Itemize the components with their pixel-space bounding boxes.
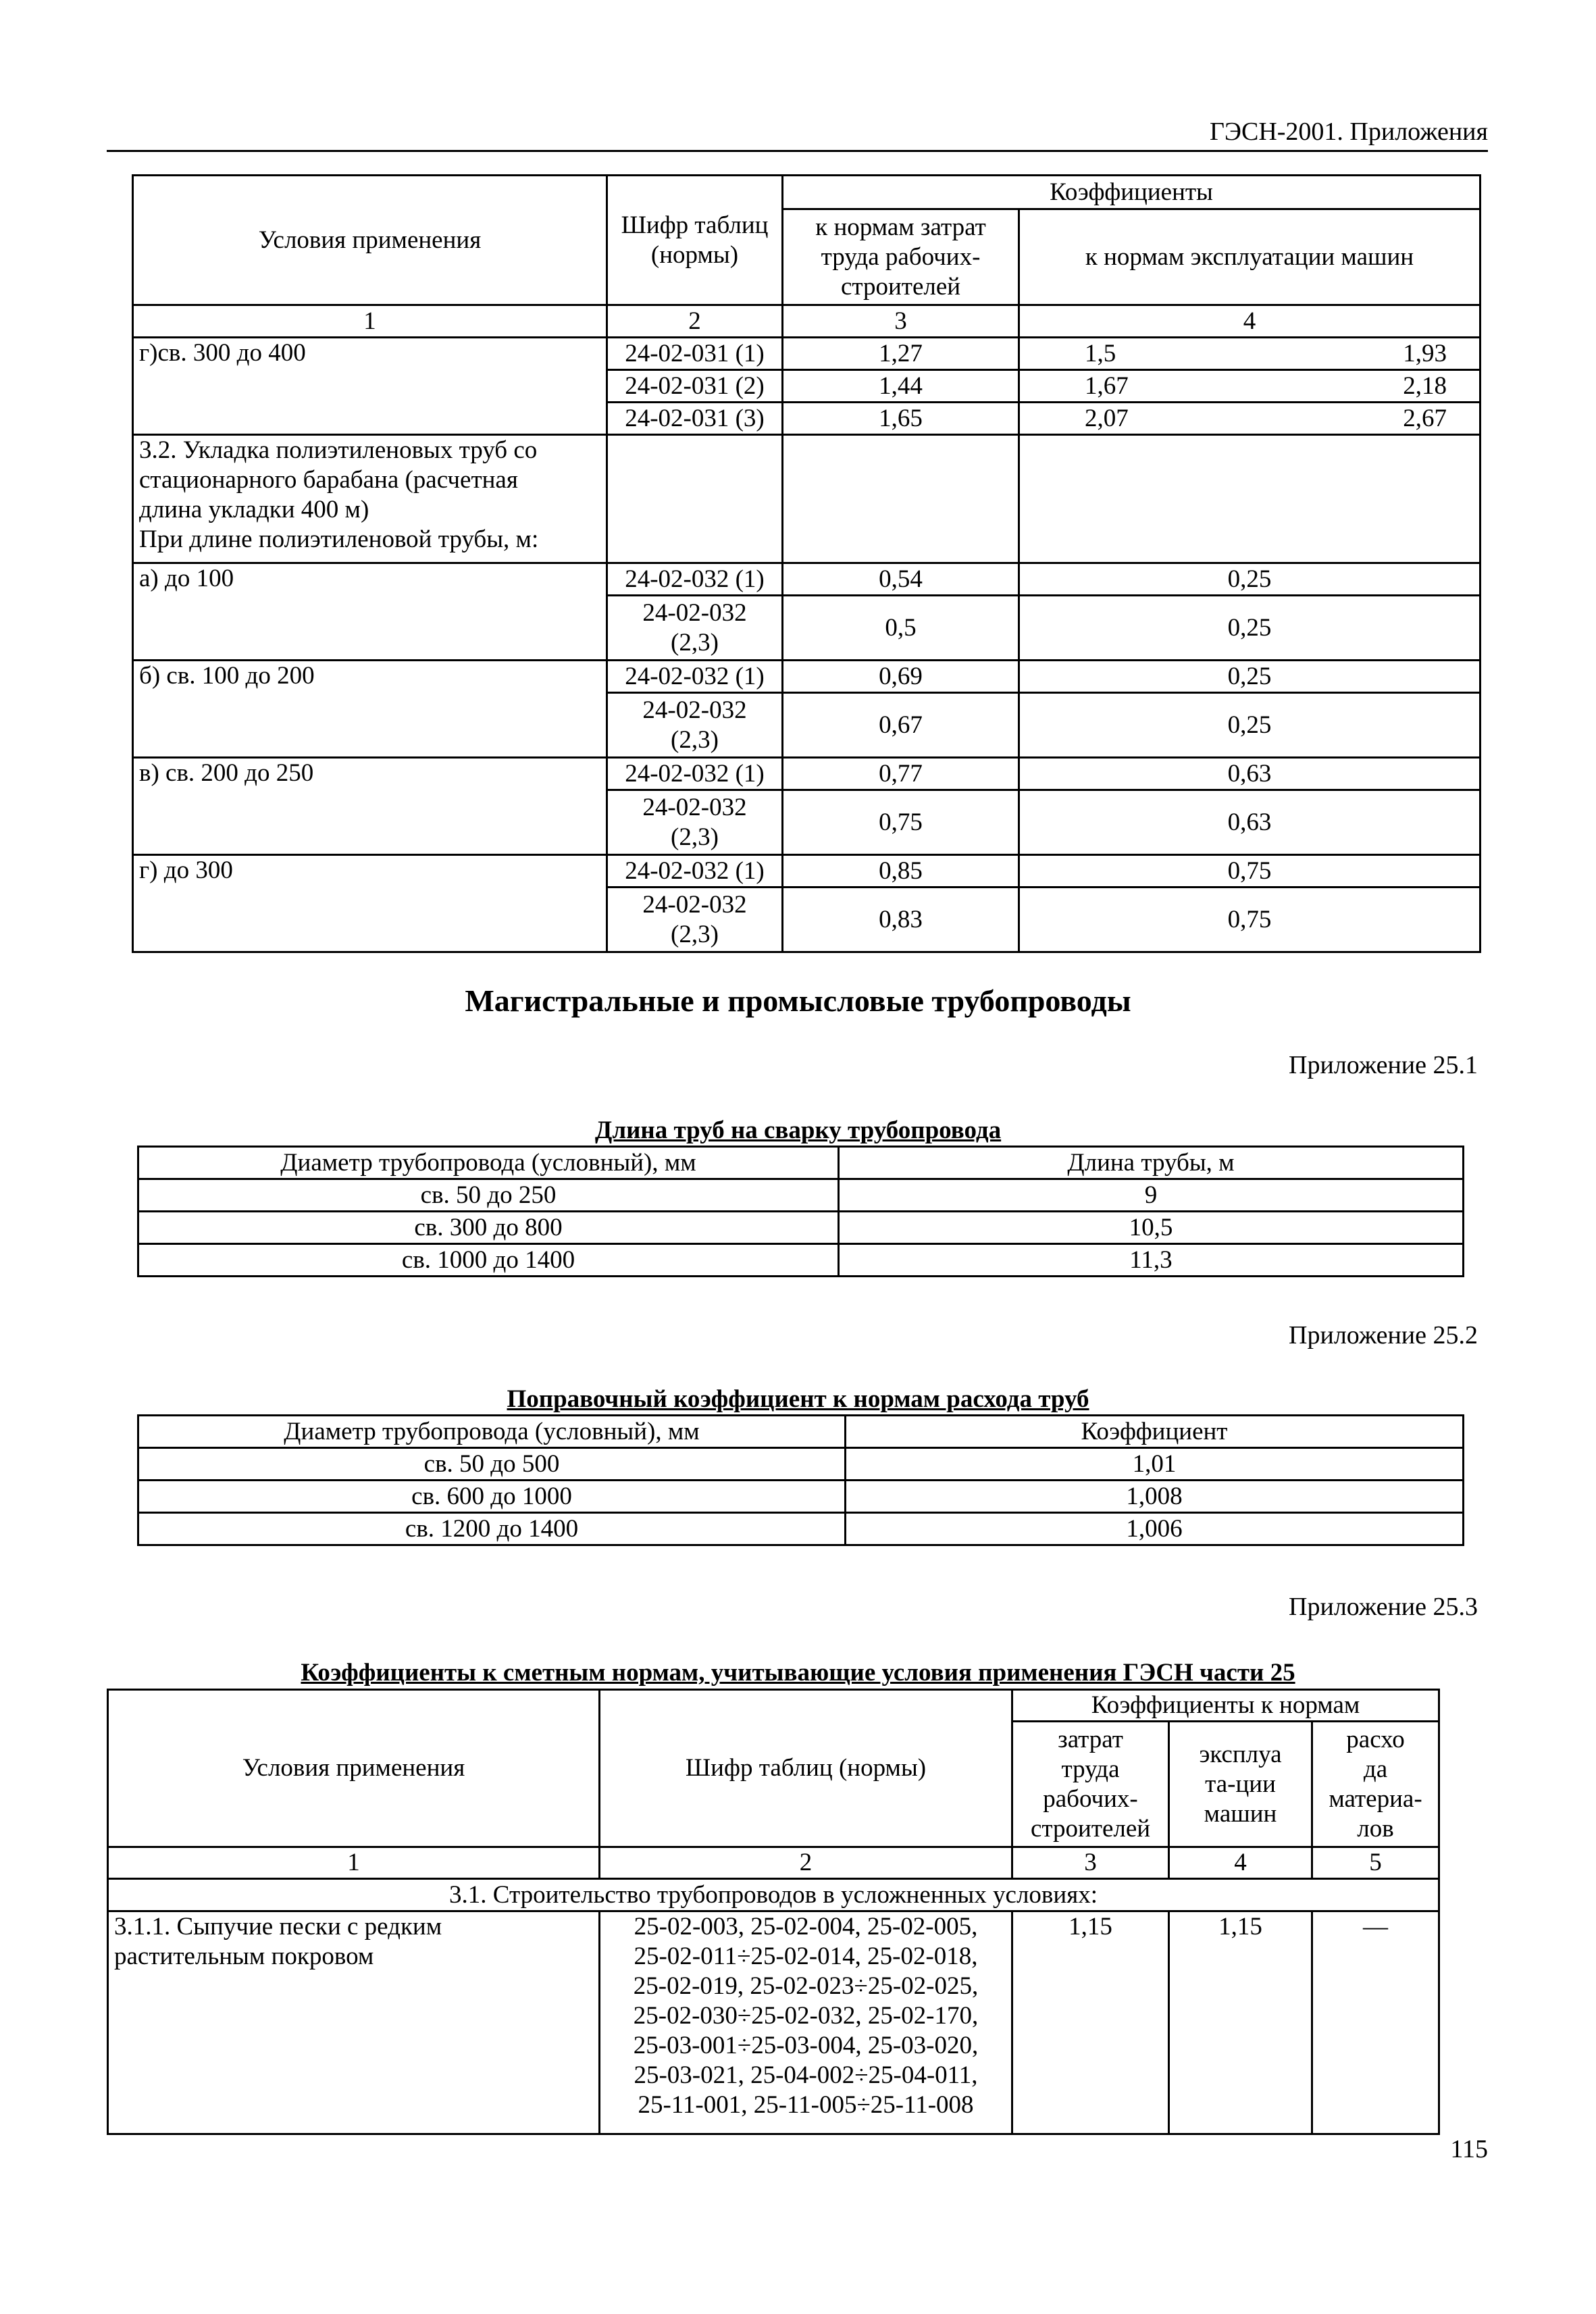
appendix-25-3-label: Приложение 25.3 [1289,1593,1478,1621]
machines-cell: 0,63 [1019,790,1481,855]
code-cell: 24-02-032 (1) [607,661,783,693]
machines-cell: 0,25 [1019,661,1481,693]
section-row: 3.1. Строительство трубопроводов в усложненных условиях: [108,1879,1439,1911]
code-cell: 24-02-031 (2) [607,370,783,403]
section-3-2-text [133,435,607,563]
machines-cell [1019,403,1481,435]
labor-cell: 1,27 [783,338,1019,370]
condition-line: 3.1.1. Сыпучие пески с редким [114,1913,442,1940]
header-line: та-ции [1205,1770,1276,1798]
materials-cell: — [1312,1911,1439,2134]
header-labor [1012,1722,1169,1847]
running-title: ГЭСН-2001. Приложения [1209,118,1488,146]
code-line: (2,3) [671,725,719,754]
code-line: 25-03-021, 25-04-002÷25-04-011, [634,2061,978,2089]
code-line: (2,3) [671,628,719,657]
page-number: 115 [1450,2135,1488,2163]
code-cell: 24-02-032 (1) [607,563,783,596]
empty-cell [607,435,783,563]
header-conditions: Условия применения [133,176,607,305]
header-line: эксплуа [1199,1740,1282,1768]
empty-cell [783,435,1019,563]
header-coefficient: Коэффициент [846,1416,1464,1448]
section-line: 3.2. Укладка полиэтиленовых труб со [139,436,538,464]
section-line: длина укладки 400 м) [139,496,369,523]
header-coefficients: Коэффициенты к нормам [1012,1690,1439,1722]
appendix-25-1-caption: Длина труб на сварку трубопровода [594,1116,1002,1144]
labor-cell: 1,15 [1012,1911,1169,2134]
header-materials [1312,1722,1439,1847]
machines-value-b: 2,67 [1403,404,1447,432]
condition-cell: в) св. 200 до 250 [133,758,607,855]
coefficient-cell: 1,01 [846,1448,1464,1481]
condition-cell [108,1911,600,2134]
appendix-25-2-label: Приложение 25.2 [1289,1321,1478,1349]
diameter-cell: св. 300 до 800 [138,1212,839,1244]
labor-cell: 0,83 [783,888,1019,952]
code-line: 25-11-001, 25-11-005÷25-11-008 [638,2091,974,2119]
machines-value-a: 2,07 [1085,404,1129,432]
labor-cell: 0,5 [783,596,1019,661]
condition-cell: а) до 100 [133,563,607,661]
code-cell [607,888,783,952]
machines-cell: 0,25 [1019,563,1481,596]
machines-value-b: 1,93 [1403,339,1447,367]
header-diameter: Диаметр трубопровода (условный), мм [138,1147,839,1179]
header-line: рабочих- [1043,1784,1138,1813]
diameter-cell: св. 1200 до 1400 [138,1513,846,1545]
labor-cell: 0,85 [783,855,1019,888]
length-cell: 10,5 [839,1212,1464,1244]
code-cell [600,1911,1012,2134]
machines-value-b: 2,18 [1403,371,1447,400]
pipe-length-table [137,1146,1464,1277]
coefficients-table-24 [132,174,1481,953]
labor-cell: 0,67 [783,693,1019,758]
coefficient-cell: 1,006 [846,1513,1464,1545]
header-line: машин [1204,1799,1277,1828]
section-line: стационарного барабана (расчетная [139,466,518,494]
empty-cell [1019,435,1481,563]
machines-cell [1019,338,1481,370]
col-number-1: 1 [108,1847,600,1879]
machines-cell: 0,25 [1019,596,1481,661]
machines-cell: 1,15 [1169,1911,1312,2134]
condition-cell: г)св. 300 до 400 [133,338,607,435]
machines-cell [1019,370,1481,403]
code-line: 24-02-032 [642,598,747,627]
col-number-3: 3 [1012,1847,1169,1879]
appendix-25-2-caption: Поправочный коэффициент к нормам расхода труб [507,1385,1089,1413]
code-line: (2,3) [671,920,719,948]
code-line: 24-02-032 [642,890,747,919]
header-line: затрат [1058,1725,1123,1753]
coefficients-table-25 [107,1689,1440,2135]
code-line: 25-02-030÷25-02-032, 25-02-170, [633,2002,979,2030]
header-machines [1169,1722,1312,1847]
machines-cell: 0,63 [1019,758,1481,790]
header-line: лов [1357,1814,1394,1843]
length-cell: 11,3 [839,1244,1464,1277]
code-line: 25-02-011÷25-02-014, 25-02-018, [634,1943,978,1970]
code-cell [607,693,783,758]
col-number-4: 4 [1169,1847,1312,1879]
header-diameter: Диаметр трубопровода (условный), мм [138,1416,846,1448]
section-heading: Магистральные и промысловые трубопроводы [465,983,1131,1018]
code-line: 25-02-003, 25-02-004, 25-02-005, [634,1913,978,1940]
machines-value-a: 1,67 [1085,371,1129,400]
header-line: материа- [1329,1784,1422,1813]
code-line: 24-02-032 [642,793,747,821]
machines-cell: 0,25 [1019,693,1481,758]
header-conditions: Условия применения [108,1690,600,1847]
machines-cell: 0,75 [1019,888,1481,952]
condition-line: растительным покровом [114,1943,374,1970]
col-number-1: 1 [133,305,607,338]
header-coefficients: Коэффициенты [783,176,1481,209]
header-code: Шифр таблиц (нормы) [607,176,783,305]
diameter-cell: св. 600 до 1000 [138,1481,846,1513]
header-code: Шифр таблиц (нормы) [600,1690,1012,1847]
col-number-5: 5 [1312,1847,1439,1879]
col-number-3: 3 [783,305,1019,338]
code-line: (2,3) [671,823,719,851]
diameter-cell: св. 50 до 500 [138,1448,846,1481]
header-line: труда [1061,1755,1120,1783]
code-cell [607,790,783,855]
correction-coefficient-table [137,1414,1464,1546]
machines-value-a: 1,5 [1085,339,1116,367]
diameter-cell: св. 50 до 250 [138,1179,839,1212]
code-cell: 24-02-032 (1) [607,758,783,790]
condition-cell: г) до 300 [133,855,607,952]
coefficient-cell: 1,008 [846,1481,1464,1513]
appendix-25-3-caption: Коэффициенты к сметным нормам, учитывающие условия применения ГЭСН части 25 [301,1659,1295,1687]
header-line: да [1363,1755,1388,1783]
labor-cell: 1,65 [783,403,1019,435]
labor-cell: 0,75 [783,790,1019,855]
header-line: строителей [1030,1814,1151,1843]
labor-cell: 1,44 [783,370,1019,403]
code-cell: 24-02-031 (3) [607,403,783,435]
code-cell [607,596,783,661]
section-line: При длине полиэтиленовой трубы, м: [139,525,539,553]
header-length: Длина трубы, м [839,1147,1464,1179]
code-line: 24-02-032 [642,696,747,724]
code-cell: 24-02-032 (1) [607,855,783,888]
labor-cell: 0,54 [783,563,1019,596]
code-cell: 24-02-031 (1) [607,338,783,370]
col-number-2: 2 [607,305,783,338]
header-machines: к нормам эксплуатации машин [1019,209,1481,305]
length-cell: 9 [839,1179,1464,1212]
machines-cell: 0,75 [1019,855,1481,888]
col-number-2: 2 [600,1847,1012,1879]
header-labor: к нормам затрат труда рабочих-строителей [783,209,1019,305]
header-line: расхо [1346,1725,1405,1753]
labor-cell: 0,69 [783,661,1019,693]
appendix-25-1-label: Приложение 25.1 [1289,1051,1478,1079]
diameter-cell: св. 1000 до 1400 [138,1244,839,1277]
code-line: 25-03-001÷25-03-004, 25-03-020, [633,2032,979,2059]
running-header [107,113,1488,152]
labor-cell: 0,77 [783,758,1019,790]
col-number-4: 4 [1019,305,1481,338]
condition-cell: б) св. 100 до 200 [133,661,607,758]
code-line: 25-02-019, 25-02-023÷25-02-025, [633,1972,979,2000]
